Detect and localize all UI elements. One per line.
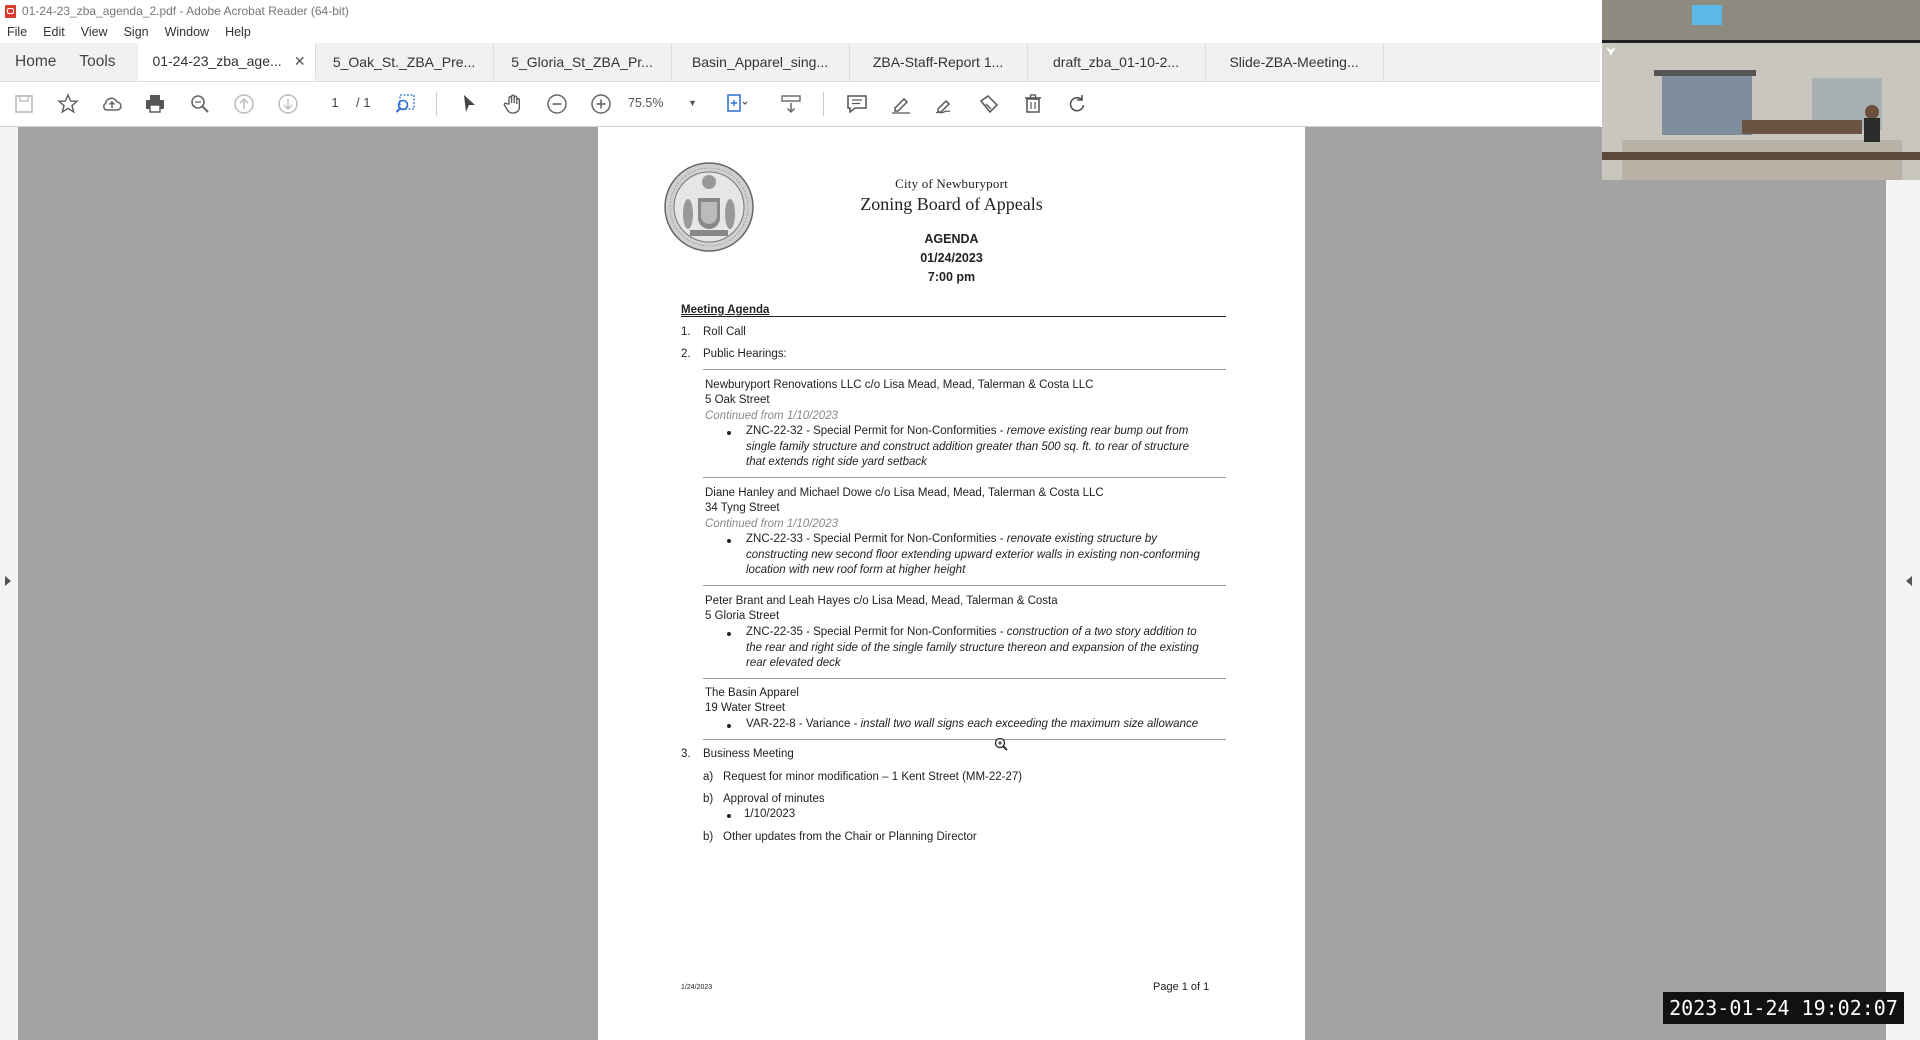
main-toolbar [0, 82, 1600, 127]
meeting-room-image [1602, 0, 1920, 180]
hearing-case-line2: constructing new second floor extending upward exterior walls in existing non-conforming [746, 549, 1200, 561]
scroll-mode-icon[interactable] [779, 92, 803, 116]
menu-window[interactable]: Window [164, 25, 210, 39]
hearing-case-line1: ZNC-22-35 - Special Permit for Non-Conformities - construction of a two story addition to [746, 626, 1197, 638]
tab-label: Basin_Apparel_sing... [691, 54, 829, 70]
business-item-a: Request for minor modification – 1 Kent Street (MM-22-27) [723, 771, 1023, 783]
comment-icon[interactable] [845, 92, 869, 116]
tab-document-4[interactable] [672, 43, 850, 81]
zoom-select[interactable] [628, 92, 698, 114]
menu-view[interactable]: View [80, 25, 108, 39]
divider [681, 316, 1226, 317]
tab-document-3[interactable] [494, 43, 672, 81]
bookmark-star-icon[interactable] [56, 92, 80, 116]
agenda-item-public-hearings: Public Hearings: [703, 348, 787, 360]
meeting-time: 7:00 pm [927, 270, 976, 284]
divider [703, 739, 1226, 740]
print-icon[interactable] [143, 92, 167, 116]
hearing-case-line3: location with new roof form at higher height [746, 564, 966, 576]
footer-page: Page 1 of 1 [1153, 981, 1210, 993]
business-item-b: Approval of minutes [723, 793, 825, 805]
hearing-address: 19 Water Street [705, 702, 786, 714]
bullet [727, 539, 731, 543]
hearing-address: 34 Tyng Street [705, 502, 780, 514]
divider [703, 585, 1226, 586]
page-number-input[interactable]: 1 [331, 95, 339, 110]
draw-signature-icon[interactable] [933, 92, 957, 116]
hearing-applicant: Newburyport Renovations LLC c/o Lisa Mead, Mead, Talerman & Costa LLC [705, 379, 1094, 391]
tab-document-1[interactable] [138, 43, 316, 81]
menu-edit[interactable]: Edit [43, 25, 65, 39]
find-text-icon[interactable] [393, 92, 417, 116]
hearing-address: 5 Gloria Street [705, 610, 780, 622]
city-name: City of Newburyport [895, 176, 1008, 191]
highlight-pen-icon[interactable] [889, 92, 913, 116]
previous-page-icon[interactable] [232, 92, 256, 116]
menu-sign[interactable]: Sign [123, 25, 149, 39]
toolbar-divider [823, 92, 824, 116]
expand-left-panel-icon[interactable] [5, 576, 11, 586]
pdf-app-icon [5, 5, 16, 18]
tab-document-7[interactable] [1206, 43, 1384, 81]
chevron-down-icon: ▼ [688, 98, 697, 108]
business-item-b-sub: 1/10/2023 [744, 808, 796, 820]
tools-nav[interactable]: Tools [79, 53, 116, 70]
close-icon[interactable]: ✕ [293, 53, 306, 69]
rotate-icon[interactable] [1065, 92, 1089, 116]
window-titlebar [0, 0, 1600, 22]
expand-right-panel-icon[interactable] [1906, 576, 1912, 586]
tab-document-6[interactable] [1028, 43, 1206, 81]
hand-tool-icon[interactable] [501, 92, 525, 116]
agenda-item-roll-call: Roll Call [703, 326, 746, 338]
hearing-case-line2: the rear and right side of the single family structure thereon and expansion of the existing [746, 642, 1199, 654]
bullet [727, 814, 731, 818]
delete-trash-icon[interactable] [1021, 92, 1045, 116]
board-name: Zoning Board of Appeals [860, 194, 1043, 214]
hearing-applicant: Diane Hanley and Michael Dowe c/o Lisa Mead, Mead, Talerman & Costa LLC [705, 487, 1104, 499]
right-panel-collapsed[interactable] [1886, 127, 1920, 1040]
menu-help[interactable]: Help [225, 25, 251, 39]
divider [703, 477, 1226, 478]
hearing-case-line1: ZNC-22-32 - Special Permit for Non-Conformities - remove existing rear bump out from [746, 425, 1189, 437]
hearing-applicant: The Basin Apparel [705, 687, 799, 699]
tab-document-2[interactable] [316, 43, 494, 81]
agenda-item-business-meeting: Business Meeting [703, 748, 794, 760]
hearing-case-line1: ZNC-22-33 - Special Permit for Non-Conformities - renovate existing structure by [746, 533, 1157, 545]
pdf-page: City of Newburyport Zoning Board of Appeals AGENDA 01/24/2023 7:00 pm Meeting Agenda 1. Roll Call 2. Public Hearings: Newburyport Renovations LLC c/o Lisa Mead, Mead, Talerman & Costa LLC 5 Oak Street Continued from 1/10/2023 ZNC-22-32 - Special Permit for Non-Conformities - remove existing rear bump out from single family structure and construct addition greater than 500 sq. ft. to rear of structure that extends right side yard setback Diane Hanley and Michael Dowe c/o Lisa Mead, Mead, Talerman & Costa LLC 34 Tyng Street Continued from 1/10/2023 ZNC-22-33 - Special Permit for Non-Conformities - renovate existing structure by constructing new second floor extending upward exterior walls in existing non-conforming location with new roof form at higher height Peter Brant and Leah Hayes c/o Lisa Mead, Mead, Talerman & Costa 5 Gloria Street ZNC-22-35 - Special Permit for Non-Conformities - construction of a two story addition to the rear and right side of the single family structure thereon and expansion of the existing rear elevated deck The Basin Apparel 19 Water Street VAR-22-8 - Variance - install two wall signs each exceeding the maximum size allowance 3. Business Meeting a) Request for minor modification – 1 Kent Street (MM-22-27) b) Approval of minutes 1/10/2023 b) Other updates from the Chair or Planning Director 1/24/2023 Page 1 of 1 [598, 127, 1305, 1040]
zoom-value: 75.5% [628, 96, 664, 110]
tab-label: 5_Gloria_St_ZBA_Pr... [511, 54, 653, 70]
hearing-case-line1: VAR-22-8 - Variance - install two wall signs each exceeding the maximum size allowance [746, 718, 1199, 730]
hearing-continued: Continued from 1/10/2023 [705, 518, 838, 530]
video-timestamp: 2023-01-24 19:02:07 [1663, 992, 1904, 1024]
meeting-date: 01/24/2023 [920, 251, 983, 265]
bullet [727, 431, 731, 435]
hearing-applicant: Peter Brant and Leah Hayes c/o Lisa Mead, Mead, Talerman & Costa [705, 595, 1058, 607]
hearing-case-line2: single family structure and construct addition greater than 500 sq. ft. to rear of structure [746, 441, 1189, 453]
zoom-cursor-icon [994, 737, 1008, 751]
tab-label: 01-24-23_zba_age... [152, 53, 282, 69]
home-nav[interactable]: Home [15, 53, 57, 70]
hearing-continued: Continued from 1/10/2023 [705, 410, 838, 422]
tab-label: ZBA-Staff-Report 1... [872, 54, 1004, 70]
tab-bar [0, 43, 1600, 82]
zoom-in-icon[interactable] [589, 92, 613, 116]
toolbar-divider [436, 92, 437, 116]
zoom-out-icon[interactable] [545, 92, 569, 116]
fill-sign-icon[interactable] [977, 92, 1001, 116]
menu-file[interactable]: File [7, 25, 28, 39]
save-icon[interactable] [12, 92, 36, 116]
business-item-c: Other updates from the Chair or Planning Director [723, 831, 977, 843]
footer-date: 1/24/2023 [681, 984, 713, 991]
zoom-search-icon[interactable] [188, 92, 212, 116]
hearing-address: 5 Oak Street [705, 394, 770, 406]
meeting-video-feed [1602, 0, 1920, 180]
upload-cloud-icon[interactable] [100, 92, 124, 116]
bullet [727, 724, 731, 728]
window-title: 01-24-23_zba_agenda_2.pdf - Adobe Acrobat Reader (64-bit) [22, 4, 349, 18]
select-cursor-icon[interactable] [457, 92, 481, 116]
tab-label: draft_zba_01-10-2... [1053, 54, 1180, 70]
bullet [727, 632, 731, 636]
tab-label: Slide-ZBA-Meeting... [1229, 54, 1359, 70]
hearing-case-line3: that extends right side yard setback [746, 456, 927, 468]
tab-document-5[interactable] [850, 43, 1028, 81]
menu-bar [0, 22, 1600, 42]
next-page-icon[interactable] [276, 92, 300, 116]
divider [703, 369, 1226, 370]
section-title: Meeting Agenda [681, 304, 770, 316]
agenda-heading: AGENDA [924, 232, 979, 246]
hearing-case-line3: rear elevated deck [746, 657, 841, 669]
page-total: / 1 [356, 95, 371, 110]
page-fit-icon[interactable] [724, 92, 748, 116]
tab-label: 5_Oak_St._ZBA_Pre... [332, 54, 476, 70]
video-collapse-icon[interactable]: ⮟ [1606, 44, 1617, 58]
divider [703, 678, 1226, 679]
